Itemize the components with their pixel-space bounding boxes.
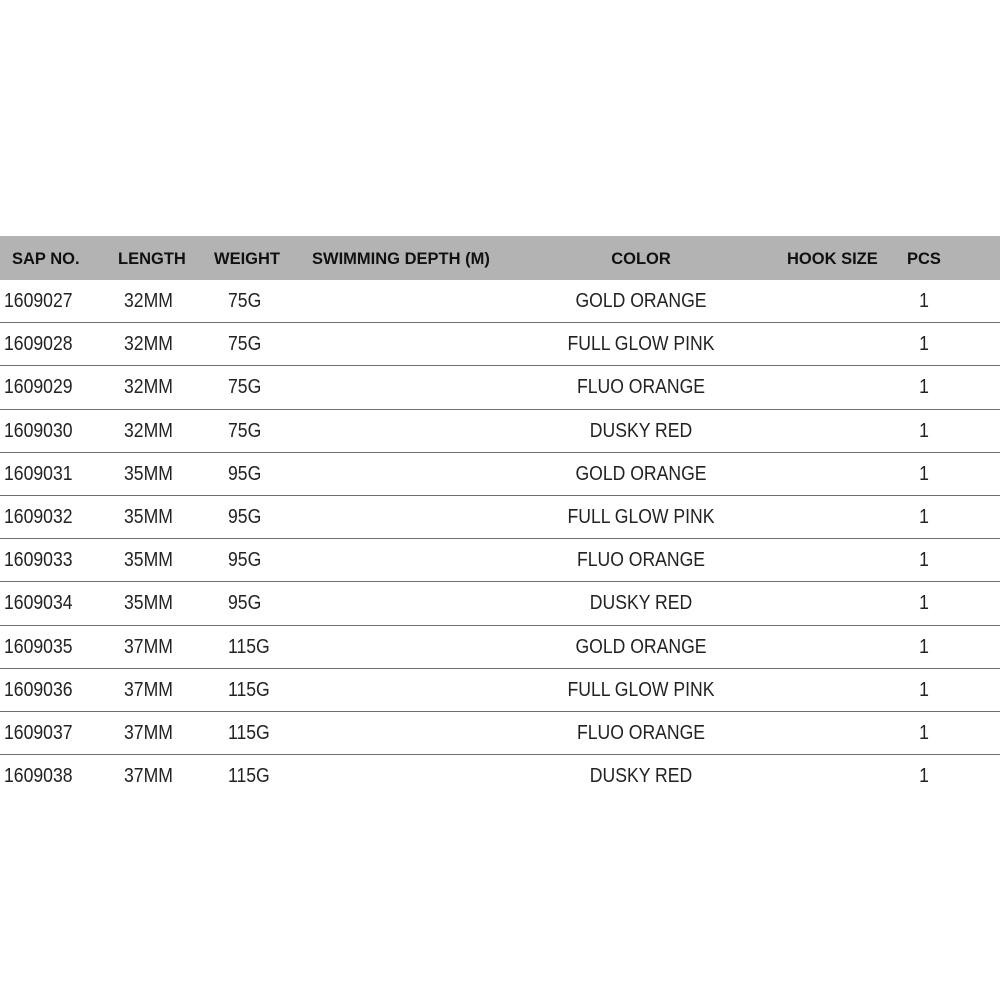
header-color: COLOR	[611, 250, 671, 268]
cell-color: DUSKY RED	[589, 419, 693, 442]
cell-weight: 95G	[228, 549, 262, 572]
cell-color: DUSKY RED	[589, 592, 693, 615]
cell-color: FLUO ORANGE	[576, 549, 706, 572]
cell-weight: 115G	[228, 678, 270, 701]
cell-color: GOLD ORANGE	[575, 462, 707, 485]
cell-color: GOLD ORANGE	[575, 290, 707, 312]
product-spec-table	[0, 236, 1000, 798]
table-row	[0, 626, 1000, 669]
cell-length: 35MM	[124, 592, 173, 615]
cell-sap-no: 1609038	[4, 765, 73, 788]
table-row	[0, 539, 1000, 582]
cell-pcs: 1	[919, 765, 929, 788]
cell-pcs: 1	[919, 635, 929, 658]
cell-color: GOLD ORANGE	[575, 635, 707, 658]
header-sap-no: SAP NO.	[12, 250, 80, 268]
header-length: LENGTH	[118, 250, 186, 268]
cell-length: 37MM	[124, 721, 173, 744]
cell-weight: 75G	[228, 333, 262, 356]
table-row	[0, 280, 1000, 323]
cell-sap-no: 1609028	[4, 333, 73, 356]
cell-weight: 75G	[228, 376, 262, 399]
cell-color: DUSKY RED	[589, 765, 693, 788]
table-row	[0, 410, 1000, 453]
cell-sap-no: 1609033	[4, 549, 73, 572]
table-row	[0, 712, 1000, 755]
cell-pcs: 1	[919, 462, 929, 485]
table-row	[0, 366, 1000, 409]
cell-sap-no: 1609032	[4, 505, 73, 528]
cell-length: 32MM	[124, 290, 173, 312]
cell-length: 35MM	[124, 462, 173, 485]
cell-pcs: 1	[919, 505, 929, 528]
cell-pcs: 1	[919, 290, 929, 312]
cell-length: 37MM	[124, 635, 173, 658]
cell-weight: 115G	[228, 765, 270, 788]
cell-pcs: 1	[919, 376, 929, 399]
cell-sap-no: 1609034	[4, 592, 73, 615]
cell-weight: 75G	[228, 290, 262, 312]
cell-pcs: 1	[919, 549, 929, 572]
table-row	[0, 323, 1000, 366]
cell-pcs: 1	[919, 721, 929, 744]
cell-sap-no: 1609036	[4, 678, 73, 701]
table-row	[0, 755, 1000, 798]
cell-length: 32MM	[124, 376, 173, 399]
table-body	[0, 280, 1000, 798]
cell-sap-no: 1609027	[4, 290, 73, 312]
table-row	[0, 669, 1000, 712]
table-header-row	[0, 236, 1000, 280]
cell-length: 37MM	[124, 678, 173, 701]
cell-color: FLUO ORANGE	[576, 376, 706, 399]
cell-length: 35MM	[124, 549, 173, 572]
cell-sap-no: 1609030	[4, 419, 73, 442]
cell-length: 32MM	[124, 333, 173, 356]
cell-pcs: 1	[919, 333, 929, 356]
cell-weight: 95G	[228, 462, 262, 485]
cell-weight: 75G	[228, 419, 262, 442]
cell-weight: 95G	[228, 505, 262, 528]
table-row	[0, 453, 1000, 496]
header-pcs: PCS	[907, 250, 941, 268]
cell-sap-no: 1609035	[4, 635, 73, 658]
cell-pcs: 1	[919, 592, 929, 615]
cell-weight: 95G	[228, 592, 262, 615]
cell-weight: 115G	[228, 635, 270, 658]
cell-sap-no: 1609031	[4, 462, 73, 485]
cell-color: FULL GLOW PINK	[567, 333, 715, 356]
cell-length: 37MM	[124, 765, 173, 788]
header-swimming-depth: SWIMMING DEPTH (M)	[312, 250, 490, 268]
cell-sap-no: 1609029	[4, 376, 73, 399]
cell-pcs: 1	[919, 678, 929, 701]
table-row	[0, 496, 1000, 539]
cell-sap-no: 1609037	[4, 721, 73, 744]
cell-length: 35MM	[124, 505, 173, 528]
cell-color: FULL GLOW PINK	[567, 505, 715, 528]
cell-weight: 115G	[228, 721, 270, 744]
header-weight: WEIGHT	[214, 250, 280, 268]
table-row	[0, 582, 1000, 625]
cell-length: 32MM	[124, 419, 173, 442]
header-hook-size: HOOK SIZE	[787, 250, 878, 268]
cell-color: FULL GLOW PINK	[567, 678, 715, 701]
cell-pcs: 1	[919, 419, 929, 442]
cell-color: FLUO ORANGE	[576, 721, 706, 744]
